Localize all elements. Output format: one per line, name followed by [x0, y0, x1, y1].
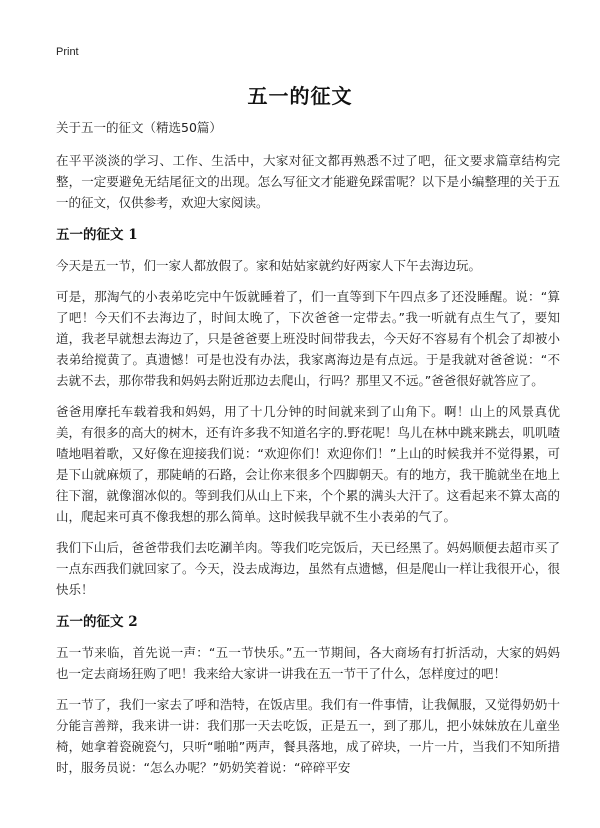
essay-2-paragraph: 五一节了，我们一家去了呼和浩特，在饭店里。我们有一件事情，让我佩服，又觉得奶奶十分能言善辩，我来讲一讲：我们那一天去吃饭，正是五一，到了那儿，把小妹妹放在儿童坐椅，她拿着瓷碗瓷勺，只听“啪啪”两声，餐具落地，成了碎块，一片一片，当我们不知所措时，服务员说：“怎么办呢？”奶奶笑着说：“碎碎平安: [56, 697, 560, 775]
essay-2-heading: 五一的征文 2: [56, 614, 138, 630]
article-subtitle: 关于五一的征文（精选50篇）: [56, 120, 222, 135]
essay-2-paragraph: 五一节来临，首先说一声：“五一节快乐。”五一节期间，各大商场有打折活动，大家的妈妈也一定去商场狂购了吧！我来给大家讲一讲我在五一节干了什么，怎样度过的吧！: [56, 645, 560, 681]
essay-1-paragraph: 可是，那淘气的小表弟吃完中午饭就睡着了，们一直等到下午四点多了还没睡醒。说：“算了吧！今天们不去海边了，时间太晚了，下次爸爸一定带去。”我一听就有点生气了，要知道，我老早就想去海边了，只是爸爸要上班没时间带我去，今天好不容易有个机会了却被小表弟给搅黄了。真遗憾！可是也没有办法，我家离海边是有点远。于是我就对爸爸说：“不去就不去，那你带我和妈妈去附近那边去爬山，行吗？那里又不远。”爸爸很好就答应了。: [56, 289, 560, 388]
essay-1-paragraph: 爸爸用摩托车载着我和妈妈，用了十几分钟的时间就来到了山角下。啊！山上的风景真优美，有很多的高大的树木，还有许多我不知道名字的.野花呢！鸟儿在林中跳来跳去，叽叽喳喳地唱着歌，又好像在迎接我们说：“欢迎你们！欢迎你们！”上山的时候我并不觉得累，可是下山就麻烦了，那陡峭的石路，会让你来很多个四脚朝天。有的地方，我干脆就坐在地上往下溜，就像溜冰似的。等到我们从山上下来，个个累的满头大汗了。这看起来不算太高的山，爬起来可真不像我想的那么简单。这时候我早就不生小表弟的气了。: [56, 404, 560, 524]
print-link[interactable]: Print: [56, 46, 79, 58]
page-title: 五一的征文: [247, 84, 353, 108]
essay-1-paragraph: 我们下山后，爸爸带我们去吃涮羊肉。等我们吃完饭后，天已经黑了。妈妈顺便去超市买了一点东西我们就回家了。今天，没去成海边，虽然有点遗憾，但是爬山一样让我很开心，很快乐！: [56, 540, 560, 597]
intro-paragraph: 在平平淡淡的学习、工作、生活中，大家对征文都再熟悉不过了吧，征文要求篇章结构完整，一定要避免无结尾征文的出现。怎么写征文才能避免踩雷呢？以下是小编整理的关于五一的征文，仅供参考，欢迎大家阅读。: [56, 153, 560, 210]
essay-1-heading: 五一的征文 1: [56, 227, 138, 243]
article-body: [56, 118, 560, 788]
essay-1-paragraph: 今天是五一节，们一家人都放假了。家和姑姑家就约好两家人下午去海边玩。: [56, 258, 482, 273]
